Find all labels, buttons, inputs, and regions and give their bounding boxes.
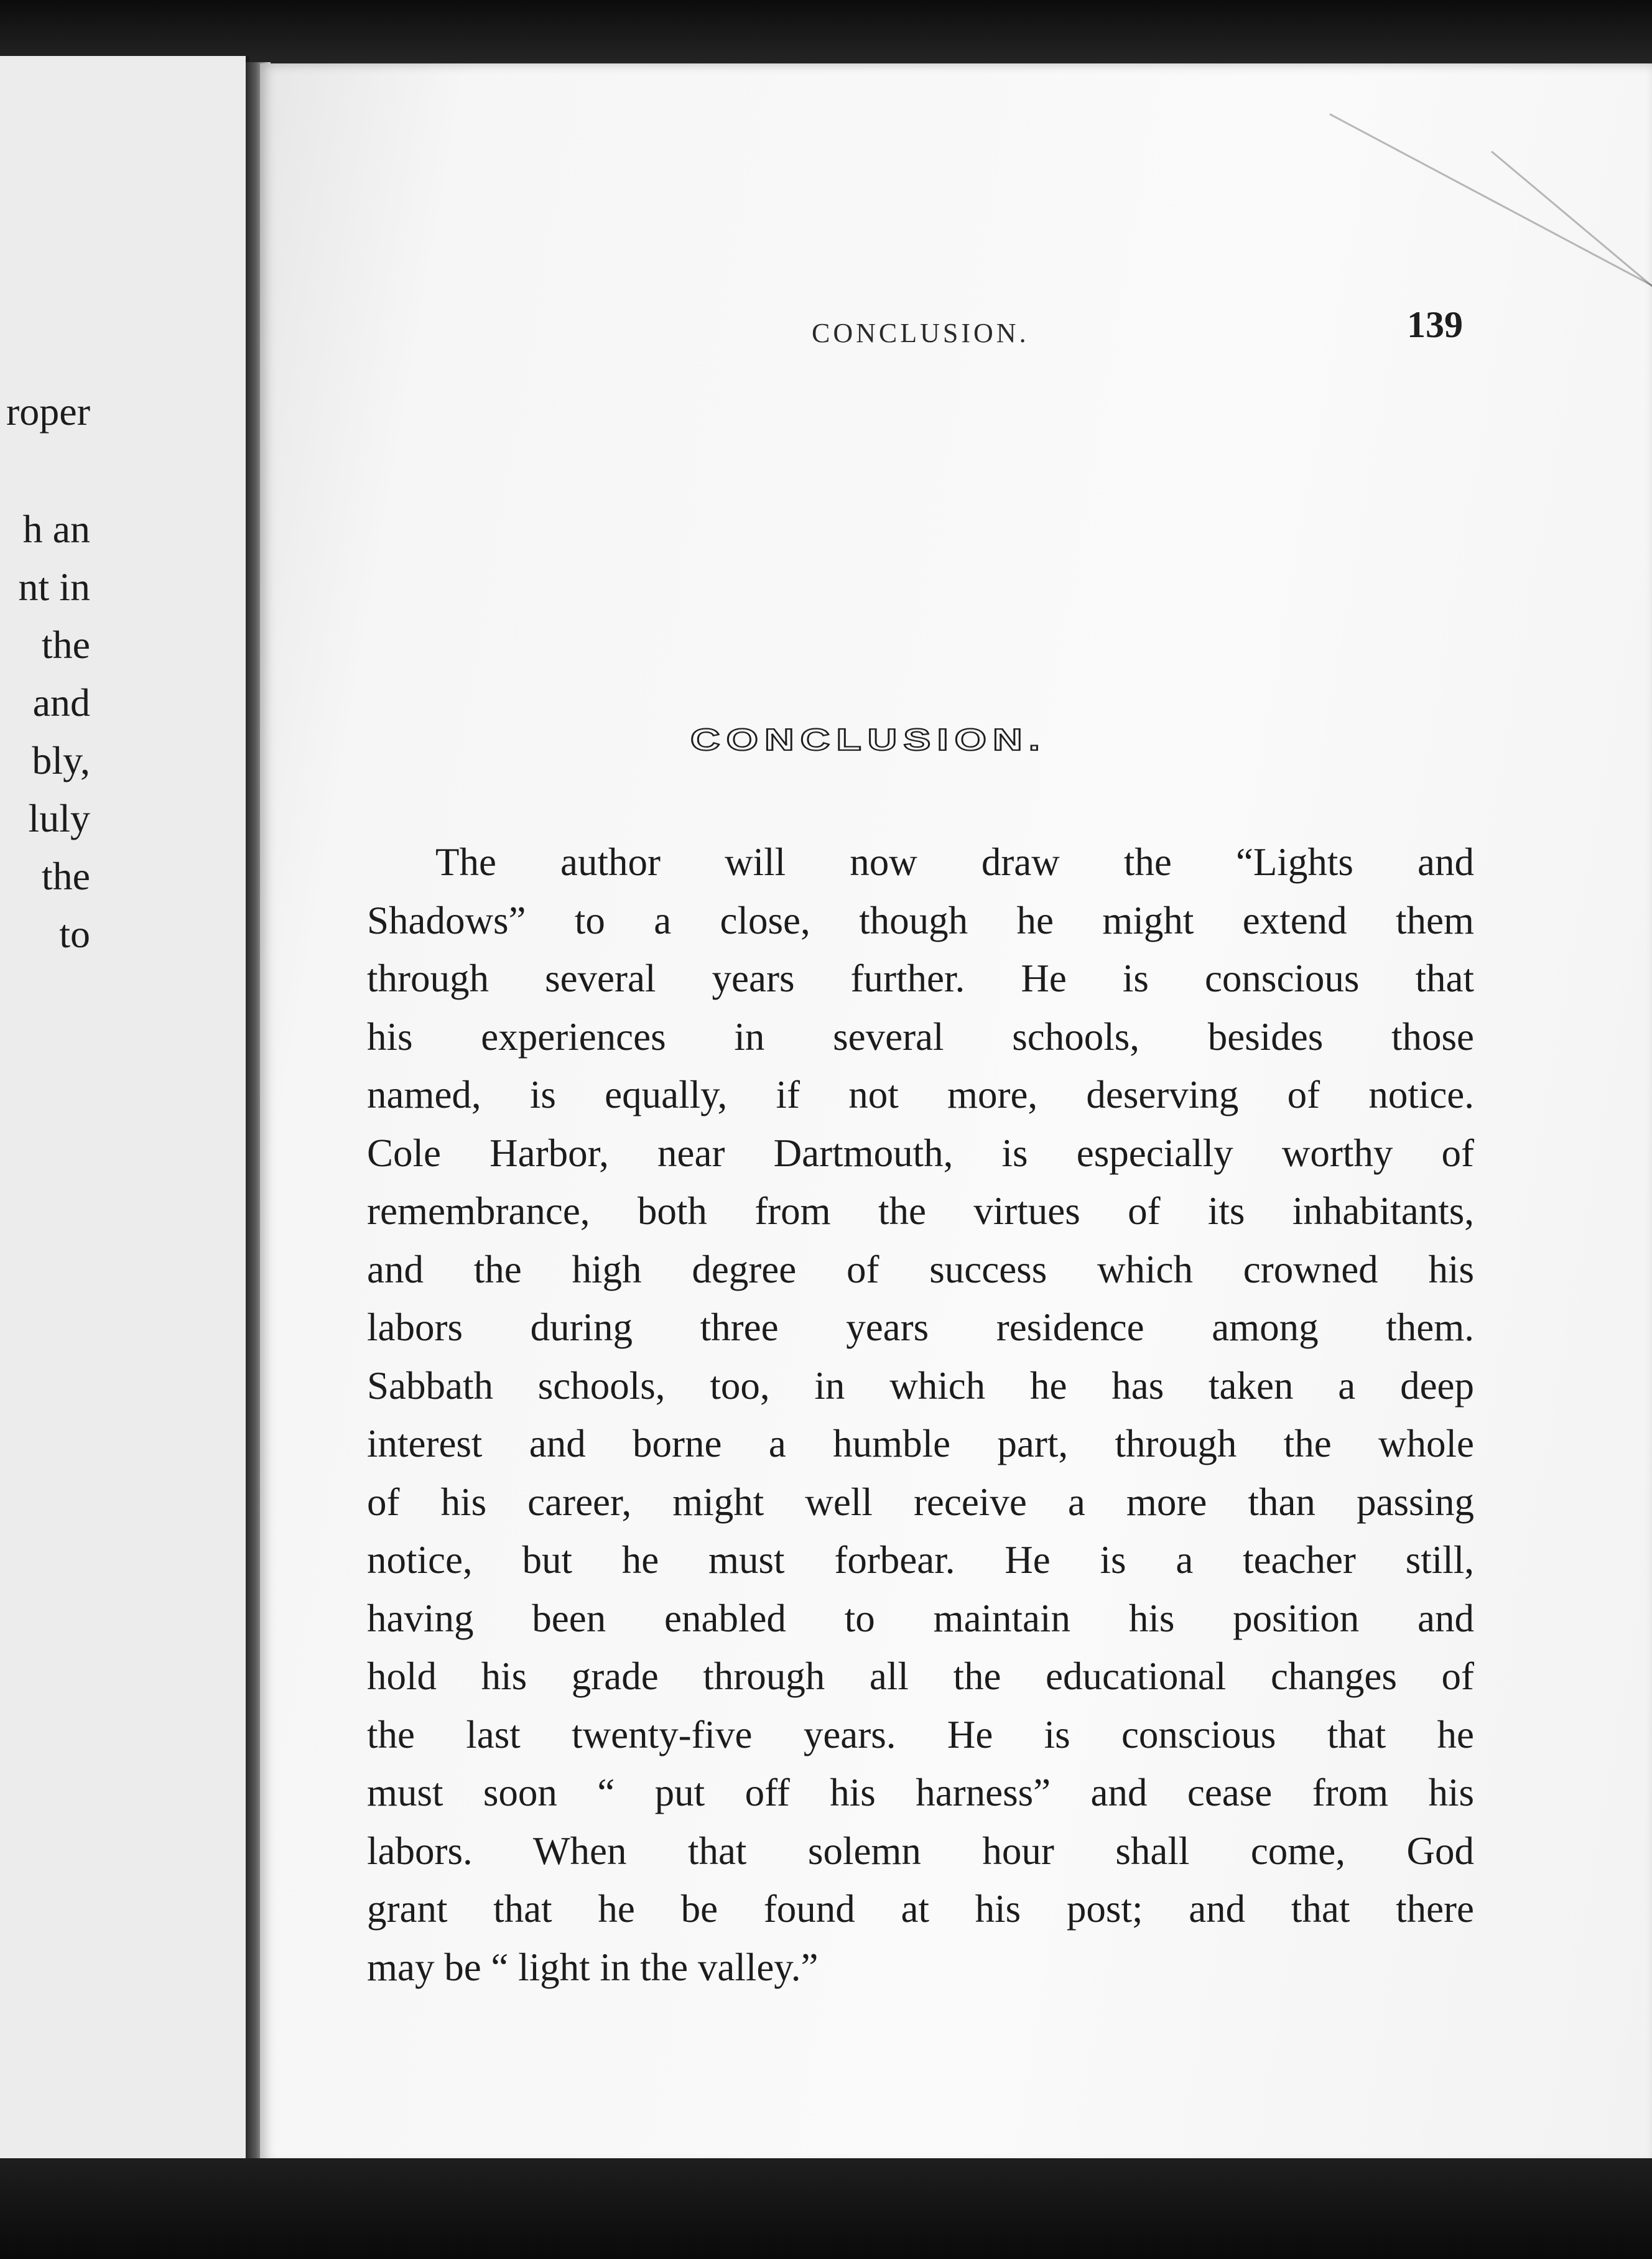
text-line: having been enabled to maintain his position and — [367, 1596, 1474, 1640]
chapter-title: CONCLUSION. — [690, 721, 1046, 757]
left-fragment: to — [59, 912, 90, 956]
text-line: of his career, might well receive a more than passing — [367, 1480, 1474, 1524]
text-line: labors. When that solemn hour shall come, God — [367, 1829, 1474, 1873]
text-line: grant that he be found at his post; and that there — [367, 1887, 1474, 1931]
text-line: interest and borne a humble part, through the whole — [367, 1422, 1474, 1465]
text-line: Cole Harbor, near Dartmouth, is especially worthy of — [367, 1131, 1474, 1175]
page-number: 139 — [1407, 304, 1463, 345]
left-gap — [0, 440, 90, 500]
text-line: named, is equally, if not more, deserving of notice. — [367, 1073, 1474, 1116]
text-line: hold his grade through all the educational changes of — [367, 1654, 1474, 1698]
text-line: notice, but he must forbear. He is a teacher still, — [367, 1538, 1474, 1582]
body-paragraph — [367, 833, 1474, 1997]
left-fragment: the — [41, 623, 90, 667]
running-head: CONCLUSION. — [812, 318, 1029, 348]
left-fragment: h an — [22, 507, 90, 551]
text-line: Shadows” to a close, though he might extend them — [367, 898, 1474, 942]
text-line: the last twenty-five years. He is conscious that he — [367, 1712, 1474, 1756]
book-bottom-edge — [0, 2158, 1652, 2259]
text-line: through several years further. He is conscious that — [367, 957, 1474, 1000]
paper-crease — [1491, 151, 1652, 312]
left-fragment: nt in — [18, 565, 90, 609]
text-line: his experiences in several schools, besides those — [367, 1014, 1474, 1059]
left-fragment: bly, — [32, 738, 90, 782]
left-fragment: roper — [6, 389, 90, 434]
text-line: remembrance, both from the virtues of its inhabitants, — [367, 1189, 1474, 1233]
text-line: and the high degree of success which crowned his — [367, 1247, 1474, 1291]
left-fragment: the — [41, 854, 90, 898]
left-page-text-fragments — [0, 383, 90, 963]
text-line: must soon “ put off his harness” and cease from his — [367, 1771, 1474, 1814]
text-line: may be “ light in the valley.” — [367, 1945, 819, 1989]
left-facing-page — [0, 56, 249, 2171]
left-fragment: luly — [28, 796, 90, 840]
text-line: Sabbath schools, too, in which he has taken a deep — [367, 1363, 1474, 1408]
text-line: labors during three years residence among them. — [367, 1306, 1474, 1349]
text-line: The author will now draw the “Lights and — [435, 840, 1474, 884]
left-fragment: and — [32, 680, 90, 725]
